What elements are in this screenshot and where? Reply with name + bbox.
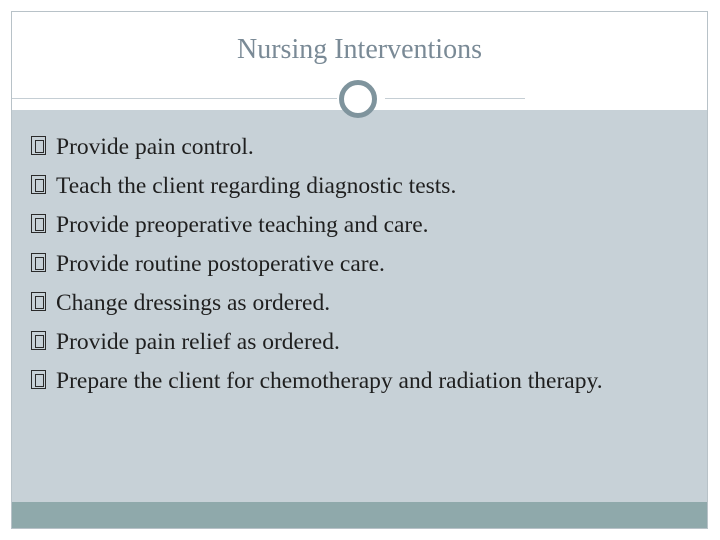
missing-glyph-icon [31, 136, 46, 155]
list-item: Change dressings as ordered. [31, 284, 681, 323]
header-divider-right [385, 98, 525, 99]
missing-glyph-icon [31, 292, 46, 311]
list-item: Provide pain relief as ordered. [31, 323, 681, 362]
bullet-list [31, 128, 681, 401]
list-item: Provide routine postoperative care. [31, 245, 681, 284]
missing-glyph-icon [31, 214, 46, 233]
missing-glyph-icon [31, 253, 46, 272]
list-item: Provide pain control. [31, 128, 681, 167]
footer-bar [12, 502, 707, 528]
missing-glyph-icon [31, 370, 46, 389]
header-divider-left [12, 98, 337, 99]
list-item: Provide preoperative teaching and care. [31, 206, 681, 245]
slide-title: Nursing Interventions [237, 34, 482, 65]
missing-glyph-icon [31, 331, 46, 350]
missing-glyph-icon [31, 175, 46, 194]
list-item: Teach the client regarding diagnostic tests. [31, 167, 681, 206]
list-item: Prepare the client for chemotherapy and radiation therapy. [31, 362, 681, 401]
ring-ornament-icon [339, 80, 377, 118]
